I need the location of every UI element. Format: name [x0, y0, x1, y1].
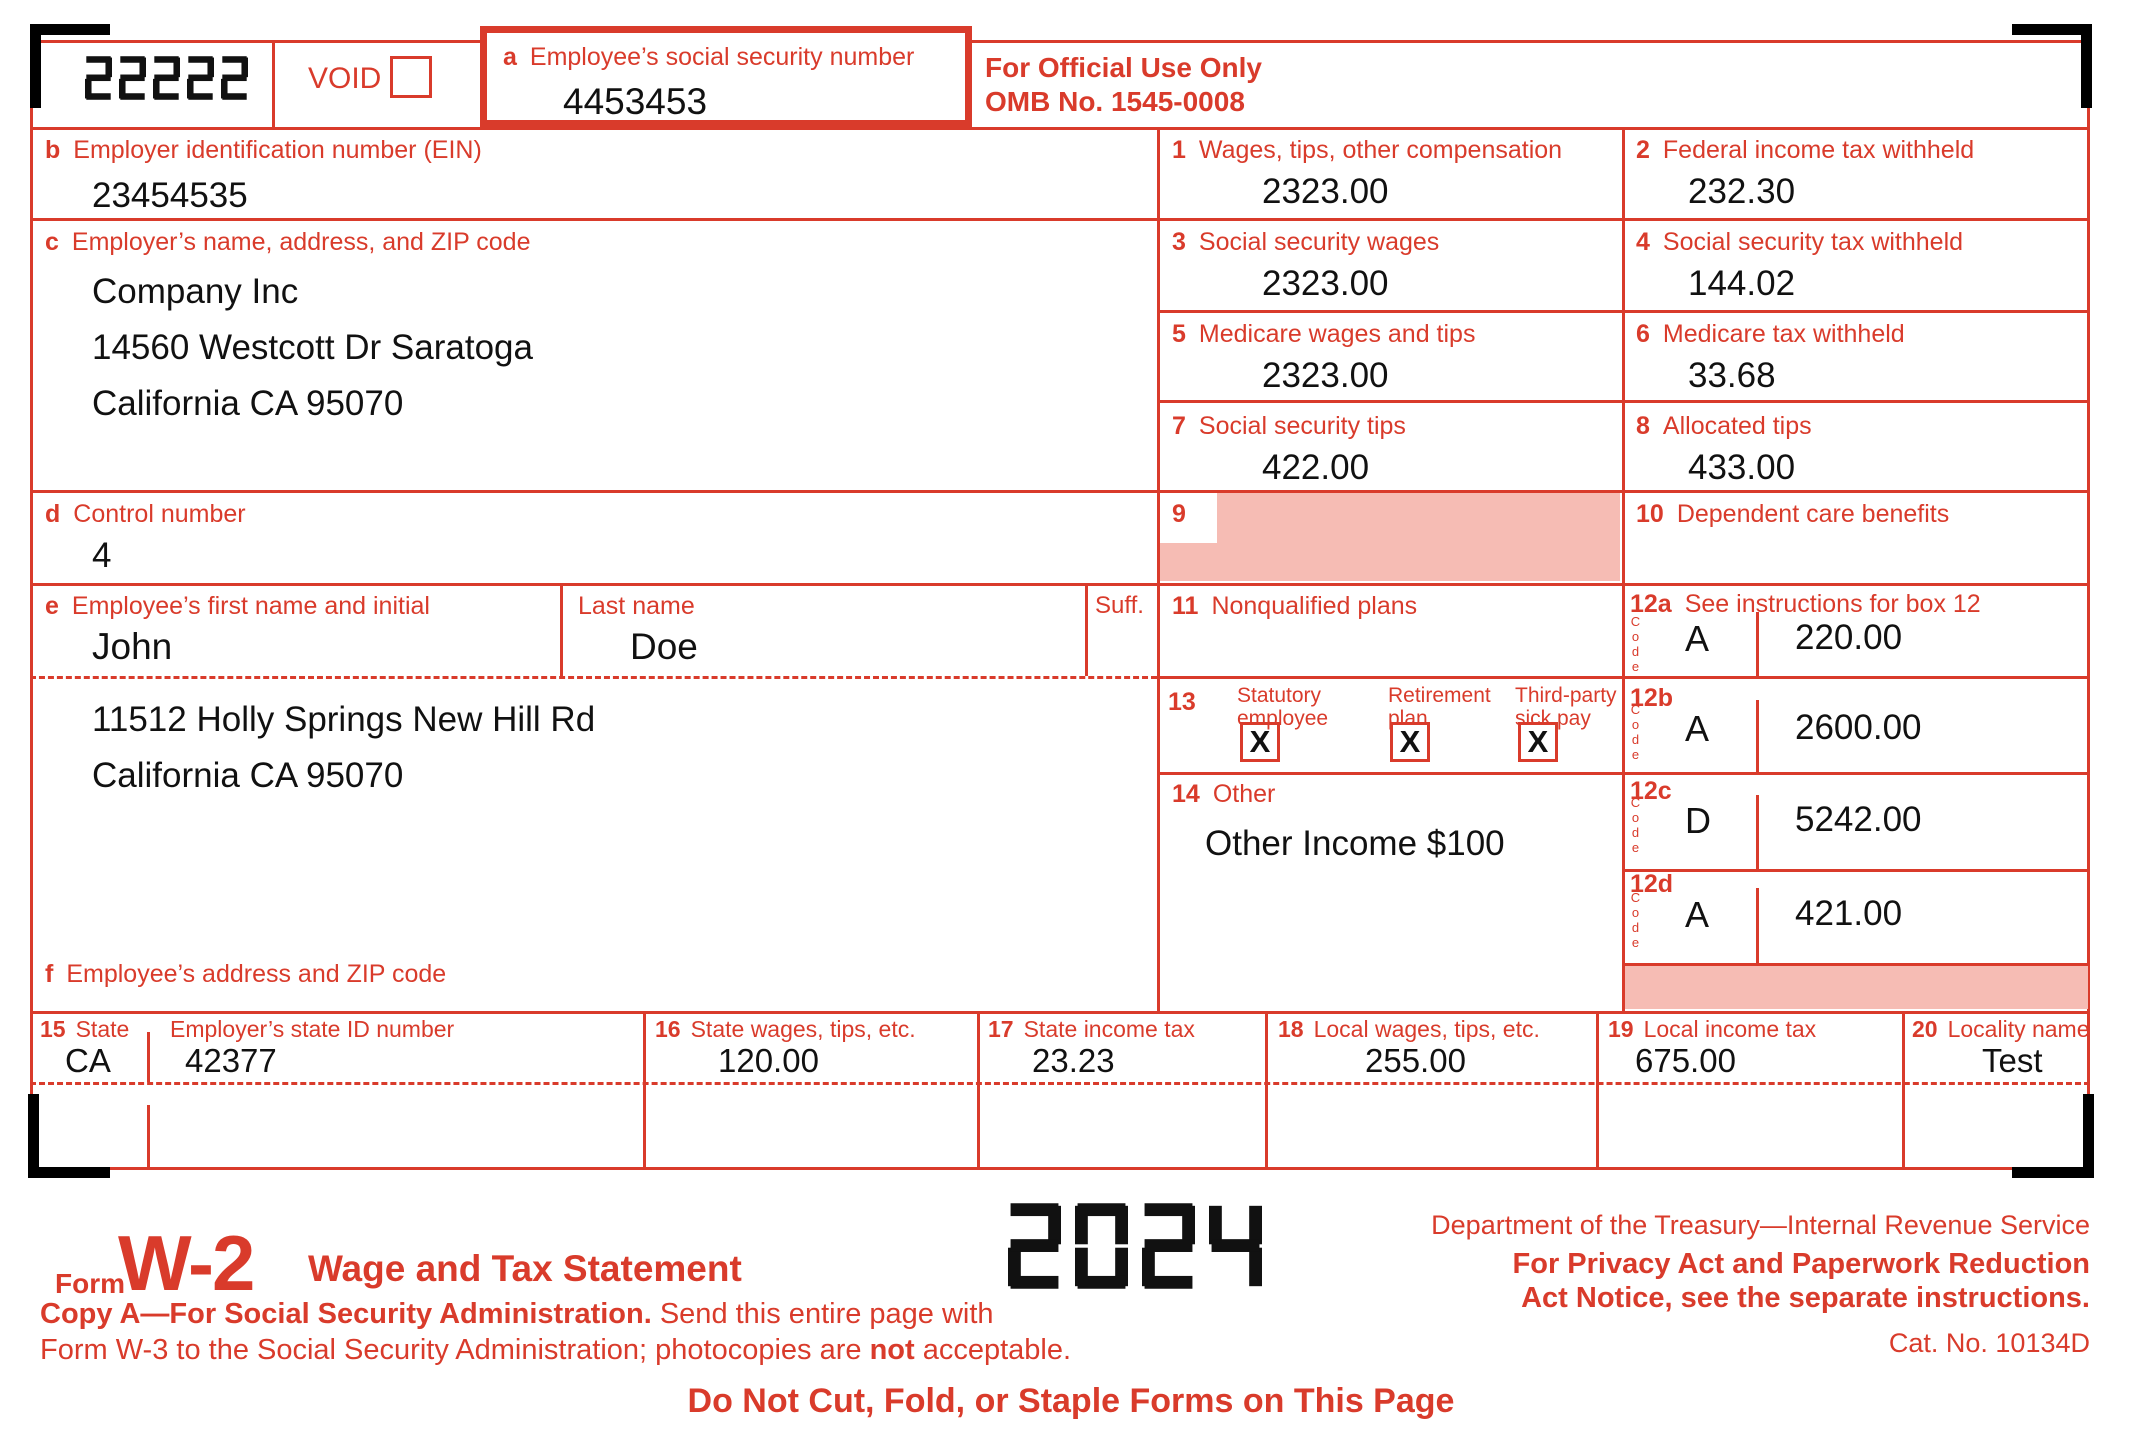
box12c-value: 5242.00: [1795, 800, 1922, 839]
copy-a-line2-pre: Form W-3 to the Social Security Administration; photocopies are: [40, 1334, 870, 1366]
box12d-shaded-strip: [1625, 966, 2088, 1009]
corner-bracket-bottom-right-arm: [2083, 1094, 2094, 1178]
box19-label: [1608, 1016, 1816, 1043]
box8-label: [1636, 412, 1812, 441]
box-number: 16: [655, 1016, 681, 1042]
corner-bracket-top-right: [2012, 24, 2092, 35]
box9-shaded-area: [1160, 493, 1620, 581]
grid-line: [1622, 963, 2090, 966]
box-title: Locality name: [1947, 1016, 2090, 1042]
box-number: 4: [1636, 228, 1650, 256]
box12b-code-word: Code: [1628, 702, 1643, 762]
grid-line: [1902, 1011, 1905, 1170]
state-value: CA: [65, 1042, 111, 1079]
employee-first-name: John: [92, 626, 173, 667]
statutory-employee-checkbox: X: [1240, 722, 1280, 762]
state-divider: [147, 1105, 150, 1170]
box-number: 11: [1172, 592, 1199, 620]
box-number: 2: [1636, 136, 1650, 164]
box-letter: f: [45, 960, 54, 988]
box4-label: [1636, 228, 1963, 257]
box12c-code: D: [1685, 800, 1711, 841]
box14-value: Other Income $100: [1205, 824, 1505, 863]
box-letter: d: [45, 500, 61, 528]
treasury-dept-line: Department of the Treasury—Internal Revenue Service: [1431, 1210, 2090, 1240]
grid-line: [1622, 869, 2090, 872]
corner-bracket-bottom-left: [28, 1167, 110, 1178]
omb-number: OMB No. 1545-0008: [985, 86, 1245, 117]
box-title: Other: [1212, 780, 1276, 808]
box-title: Local income tax: [1643, 1016, 1817, 1042]
box-number: 12d: [1630, 870, 1674, 898]
ein-value: 23454535: [92, 176, 248, 215]
box-title: See instructions for box 12: [1684, 590, 1981, 618]
grid-line: [1157, 127, 1160, 1011]
box1-value: 2323.00: [1262, 172, 1389, 211]
void-checkbox: [390, 56, 432, 98]
box-title: State income tax: [1023, 1016, 1195, 1042]
box-number: 17: [988, 1016, 1014, 1042]
dashed-line-employee: [30, 676, 1157, 679]
box5-value: 2323.00: [1262, 356, 1389, 395]
box-e-label: [45, 592, 430, 621]
third-party-sick-pay-checkbox: X: [1518, 722, 1558, 762]
box-title: Control number: [73, 500, 246, 528]
suffix-label: Suff.: [1095, 592, 1144, 619]
grid-line: [30, 218, 2090, 221]
retirement-plan-checkbox: X: [1390, 722, 1430, 762]
official-use-label: For Official Use Only: [985, 52, 1262, 83]
catalog-number: Cat. No. 10134D: [1888, 1328, 2090, 1358]
box-number: 13: [1168, 688, 1196, 716]
box-number: 18: [1278, 1016, 1304, 1042]
box12d-code: A: [1685, 894, 1710, 935]
box-number: 10: [1636, 500, 1664, 528]
label-line: Statutory: [1237, 684, 1322, 707]
box12a-label: [1630, 590, 1981, 619]
box9-label: [1172, 500, 1186, 529]
box-title: Nonqualified plans: [1211, 592, 1418, 620]
label-line: employee: [1237, 707, 1329, 730]
grid-line: [977, 1011, 980, 1170]
state-divider: [147, 1032, 150, 1082]
grid-line: [1085, 583, 1088, 676]
box-title: Local wages, tips, etc.: [1313, 1016, 1540, 1042]
year-display: [1008, 1200, 1276, 1292]
copy-a-line1: [40, 1298, 994, 1331]
corner-bracket-top-right-arm: [2081, 24, 2092, 108]
form-title: Wage and Tax Statement: [308, 1248, 742, 1289]
box-d-label: [45, 500, 246, 529]
box-title: Employee’s first name and initial: [71, 592, 430, 620]
privacy-act-line2: Act Notice, see the separate instructions.: [1521, 1282, 2090, 1314]
box16-value: 120.00: [718, 1042, 819, 1079]
grid-line: [30, 583, 2090, 586]
form-code-display: [85, 55, 255, 101]
box19-value: 675.00: [1635, 1042, 1736, 1079]
box17-value: 23.23: [1032, 1042, 1115, 1079]
ssn-box-label: [503, 43, 914, 72]
grid-line: [30, 127, 2090, 130]
box12a-value: 220.00: [1795, 618, 1903, 657]
grid-line: [1265, 1011, 1268, 1170]
copy-a-line2: [40, 1334, 1071, 1367]
box6-value: 33.68: [1688, 356, 1776, 395]
corner-bracket-top-left: [30, 24, 110, 35]
corner-bracket-bottom-right: [2012, 1167, 2094, 1178]
employee-address-line1: 11512 Holly Springs New Hill Rd: [92, 700, 596, 739]
box-number: 12a: [1630, 590, 1672, 618]
employee-last-name: Doe: [630, 626, 698, 667]
box1-label: [1172, 136, 1562, 165]
box10-label: [1636, 500, 1949, 529]
box-title: Employee’s address and ZIP code: [66, 960, 447, 988]
box12d-code-word: Code: [1628, 890, 1643, 950]
label-line: Retirement: [1388, 684, 1491, 707]
box-number: 6: [1636, 320, 1650, 348]
box-number: 19: [1608, 1016, 1634, 1042]
box3-label: [1172, 228, 1439, 257]
box12c-amount-divider: [1756, 795, 1759, 869]
box12b-value: 2600.00: [1795, 708, 1922, 747]
label-line: Third-party: [1515, 684, 1617, 707]
box15-label: [40, 1016, 129, 1043]
corner-bracket-top-left-arm: [30, 24, 41, 108]
box12b-amount-divider: [1756, 700, 1759, 772]
box-title: Allocated tips: [1662, 412, 1812, 440]
box-number: 1: [1172, 136, 1186, 164]
box15-id-label: Employer’s state ID number: [170, 1016, 455, 1042]
box-title: Dependent care benefits: [1676, 500, 1950, 528]
box-number: 7: [1172, 412, 1186, 440]
box-letter: c: [45, 228, 59, 256]
box14-label: [1172, 780, 1275, 809]
employer-name: Company Inc: [92, 272, 299, 311]
box-number: 5: [1172, 320, 1186, 348]
dashed-line-state-row: [30, 1082, 2090, 1085]
box-title: Employer’s name, address, and ZIP code: [71, 228, 531, 256]
copy-a-bold: Copy A—For Social Security Administration.: [40, 1298, 652, 1330]
box-number: 12c: [1630, 777, 1672, 805]
box-number: 14: [1172, 780, 1200, 808]
box2-value: 232.30: [1688, 172, 1796, 211]
box-title: Social security tax withheld: [1662, 228, 1964, 256]
box-number: 3: [1172, 228, 1186, 256]
void-label: VOID: [308, 62, 382, 95]
box2-label: [1636, 136, 1974, 165]
box5-label: [1172, 320, 1475, 349]
last-name-label: Last name: [578, 592, 695, 620]
box-title: Federal income tax withheld: [1662, 136, 1975, 164]
box12a-amount-divider: [1756, 612, 1759, 676]
box-b-label: [45, 136, 482, 165]
grid-line: [1622, 127, 1625, 1011]
box18-value: 255.00: [1365, 1042, 1466, 1079]
ssn-box: [480, 26, 972, 127]
box-title: State wages, tips, etc.: [690, 1016, 916, 1042]
box-number: 12b: [1630, 684, 1674, 712]
grid-line: [272, 40, 275, 127]
box-title: Social security wages: [1198, 228, 1440, 256]
privacy-act-line1: For Privacy Act and Paperwork Reduction: [1512, 1248, 2090, 1280]
box6-label: [1636, 320, 1905, 349]
grid-line: [560, 583, 563, 676]
grid-line: [30, 1011, 2090, 1014]
box12a-code: A: [1685, 618, 1710, 659]
box7-label: [1172, 412, 1406, 441]
box-f-label: [45, 960, 446, 989]
box-number: 8: [1636, 412, 1650, 440]
grid-line: [1596, 1011, 1599, 1170]
box-title: Medicare tax withheld: [1662, 320, 1905, 348]
box-letter: e: [45, 592, 59, 620]
ssn-value: 4453453: [563, 81, 708, 122]
box12a-code-word: Code: [1628, 614, 1643, 674]
employee-address-line2: California CA 95070: [92, 756, 404, 795]
employer-address-line2: California CA 95070: [92, 384, 404, 423]
box4-value: 144.02: [1688, 264, 1796, 303]
box-title: State: [75, 1016, 130, 1042]
box8-value: 433.00: [1688, 448, 1796, 487]
box-number: 15: [40, 1016, 66, 1042]
box20-value: Test: [1982, 1042, 2043, 1079]
box16-label: [655, 1016, 916, 1043]
box20-label: [1912, 1016, 2090, 1043]
box-number: 20: [1912, 1016, 1938, 1042]
box-title: Social security tips: [1198, 412, 1406, 440]
box-letter: b: [45, 136, 61, 164]
copy-a-rest: Send this entire page with: [651, 1298, 994, 1330]
box3-value: 2323.00: [1262, 264, 1389, 303]
box11-label: [1172, 592, 1417, 621]
copy-a-line2-not: not: [869, 1334, 915, 1366]
do-not-cut-notice: Do Not Cut, Fold, or Staple Forms on This Page: [687, 1382, 1455, 1420]
box7-value: 422.00: [1262, 448, 1370, 487]
label-line: plan: [1388, 707, 1428, 730]
form-word: Form: [55, 1268, 125, 1299]
box-title: Medicare wages and tips: [1198, 320, 1476, 348]
employer-address-line1: 14560 Westcott Dr Saratoga: [92, 328, 533, 367]
box-title: Employer identification number (EIN): [73, 136, 482, 164]
box-number: 9: [1172, 500, 1186, 528]
box13-label: [1168, 688, 1196, 717]
box17-label: [988, 1016, 1195, 1043]
form-name: W-2: [118, 1219, 254, 1307]
box-title: Wages, tips, other compensation: [1198, 136, 1563, 164]
state-id-value: 42377: [185, 1042, 277, 1079]
box12c-code-word: Code: [1628, 795, 1643, 855]
box9-label-pocket: [1160, 493, 1217, 543]
grid-line: [30, 490, 2090, 493]
label-line: sick pay: [1515, 707, 1591, 730]
box12b-code: A: [1685, 708, 1710, 749]
box18-label: [1278, 1016, 1540, 1043]
corner-bracket-bottom-left-arm: [28, 1094, 39, 1178]
box12d-amount-divider: [1756, 888, 1759, 963]
grid-line: [643, 1011, 646, 1170]
copy-a-line2-post: acceptable.: [914, 1334, 1072, 1366]
box-title: Employee’s social security number: [529, 43, 915, 71]
box12d-value: 421.00: [1795, 894, 1903, 933]
box-c-label: [45, 228, 531, 257]
box-letter: a: [503, 43, 517, 71]
control-number-value: 4: [92, 536, 112, 575]
